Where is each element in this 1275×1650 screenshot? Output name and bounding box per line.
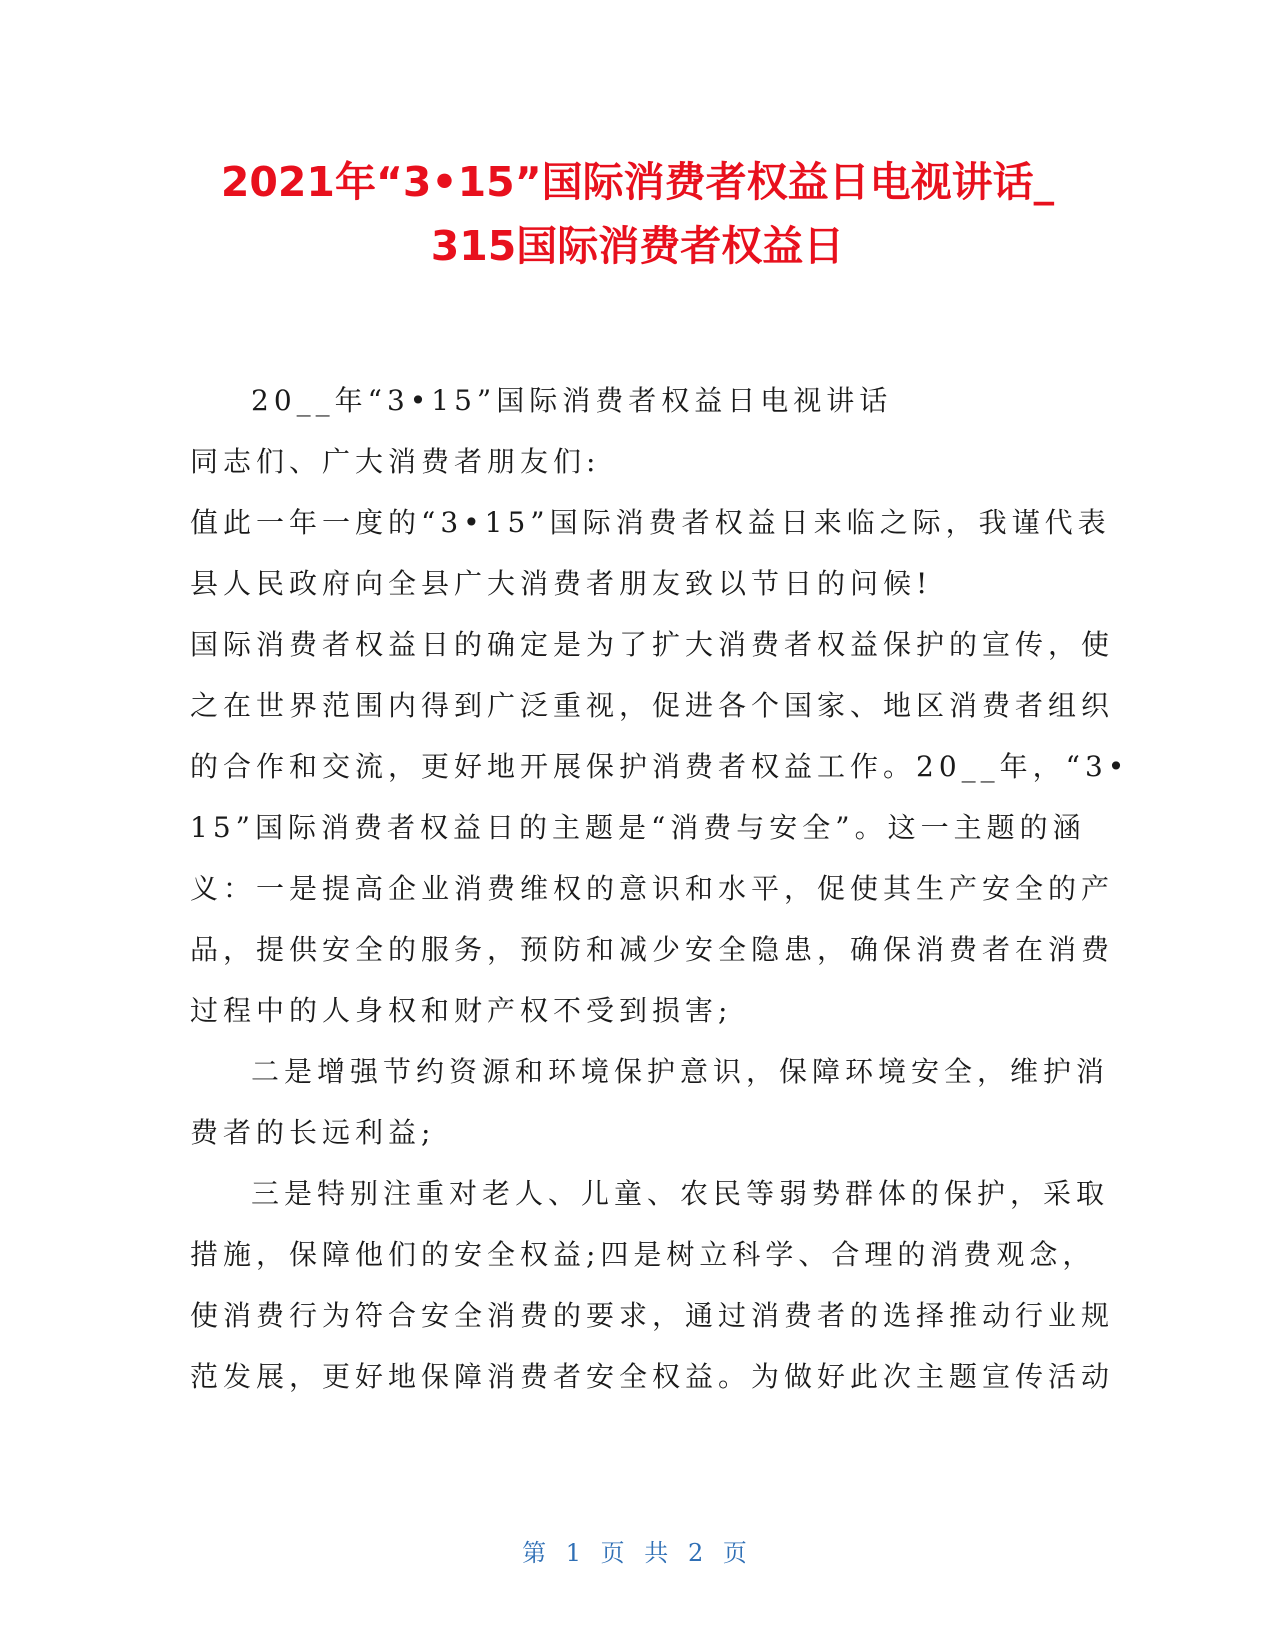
body-line: 义：一是提高企业消费维权的意识和水平，促使其生产安全的产 [190, 872, 1115, 905]
page-number-label: 第 1 页 共 2 页 [522, 1539, 753, 1567]
title-line-2: 315国际消费者权益日 [430, 222, 845, 270]
document-body [190, 370, 1130, 1407]
body-line: 品，提供安全的服务，预防和减少安全隐患，确保消费者在消费 [190, 933, 1115, 966]
title-line-1: 2021年“3•15”国际消费者权益日电视讲话_ [220, 158, 1055, 206]
body-line: 15”国际消费者权益日的主题是“消费与安全”。这一主题的涵 [190, 811, 1086, 844]
body-line: 值此一年一度的“3•15”国际消费者权益日来临之际，我谨代表 [190, 506, 1111, 539]
body-line: 三是特别注重对老人、儿童、农民等弱势群体的保护，采取 [251, 1177, 1110, 1210]
body-line: 20__年“3•15”国际消费者权益日电视讲话 [251, 384, 893, 417]
body-line: 范发展，更好地保障消费者安全权益。为做好此次主题宣传活动 [190, 1360, 1115, 1393]
body-line: 措施，保障他们的安全权益;四是树立科学、合理的消费观念， [190, 1238, 1096, 1271]
body-line: 费者的长远利益; [190, 1116, 436, 1149]
page-footer [0, 1533, 1275, 1568]
body-line: 国际消费者权益日的确定是为了扩大消费者权益保护的宣传，使 [190, 628, 1115, 661]
body-line: 之在世界范围内得到广泛重视，促进各个国家、地区消费者组织 [190, 689, 1115, 722]
body-line: 过程中的人身权和财产权不受到损害; [190, 994, 733, 1027]
body-line: 同志们、广大消费者朋友们: [190, 445, 601, 478]
body-line: 的合作和交流，更好地开展保护消费者权益工作。20__年，“3• [190, 750, 1130, 783]
body-line: 二是增强节约资源和环境保护意识，保障环境安全，维护消 [251, 1055, 1110, 1088]
body-line: 县人民政府向全县广大消费者朋友致以节日的问候! [190, 567, 933, 600]
document-title [150, 150, 1125, 278]
body-line: 使消费行为符合安全消费的要求，通过消费者的选择推动行业规 [190, 1299, 1115, 1332]
